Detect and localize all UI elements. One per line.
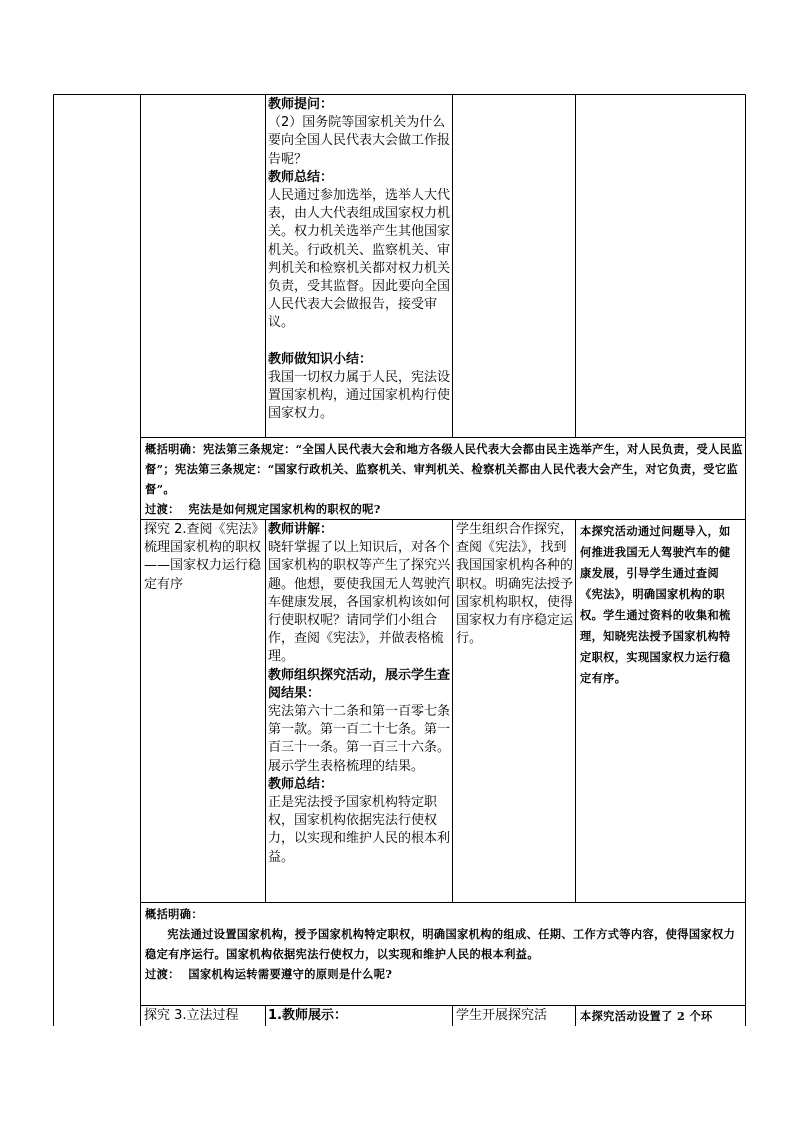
summary1-transition-label: 过渡： [145, 502, 180, 516]
summary2-transition-label: 过渡： [145, 967, 180, 981]
block1-teacher-activity [268, 96, 450, 436]
block1-summary-heading: 教师总结： [268, 169, 334, 185]
block1-summary-text: 人民通过参加选举，选举人大代表，由人大代表组成国家权力机关。权力机关选举产生其他国家机关。行政机关、监察机关、审判机关和检察机关都对权力机关负责，受其监督。因此要向全国人民代表大会做报告，接受审议。 [268, 188, 450, 331]
block3-intent-text: 本探究活动设置了 2 个环 [580, 1009, 713, 1023]
block3-topic-text: 探究 3.立法过程 [144, 1008, 239, 1023]
block1-question-text: （2）国务院等国家机关为什么要向全国人民代表大会做工作报告呢？ [268, 115, 450, 167]
block2-activity-text: 宪法第六十二条和第一百零七条第一款。第一百二十七条。第一百三十一条。第一百三十六条。展示学生表格梳理的结果。 [268, 704, 450, 774]
block2-summary-text: 正是宪法授予国家机构特定职权，国家机构依据宪法行使权力，以实现和维护人民的根本利益。 [268, 795, 450, 865]
block3-topic [144, 1007, 263, 1026]
block1-knowledge-text: 我国一切权力属于人民，宪法设置国家机构，通过国家机构行使国家权力。 [268, 369, 450, 422]
block2-topic [144, 521, 263, 901]
summary1-transition-text: 宪法是如何规定国家机构的职权的呢? [188, 502, 381, 516]
block3-teacher-text: 1.教师展示： [268, 1008, 347, 1023]
block2-student-activity [456, 521, 573, 901]
summary2-transition [145, 964, 743, 984]
summary2-cell [145, 904, 743, 1005]
summary2-label: 概括明确： [145, 907, 203, 921]
block3-student-text: 学生开展探究活 [456, 1008, 548, 1023]
block2-explain-heading: 教师讲解： [268, 522, 334, 537]
summary1-text: 宪法第三条规定：“全国人民代表大会和地方各级人民代表大会都由民主选举产生，对人民负责，受人民监督”；宪法第三条规定：“国家行政机关、监察机关、审判机关、检察机关都由人民代表大会产生，对它负责，受它监督”。 [145, 442, 743, 496]
block2-summary-heading: 教师总结： [268, 776, 334, 792]
block2-design-intent [580, 521, 742, 901]
summary1-body [145, 439, 743, 499]
summary2-transition-text: 国家机构运转需要遵守的原则是什么呢? [188, 967, 393, 981]
block2-topic-text: 探究 2.查阅《宪法》梳理国家机构的职权——国家权力运行稳定有序 [144, 522, 262, 592]
summary2-body: 宪法通过设置国家机构，授予国家机构特定职权，明确国家机构的组成、任期、工作方式等内容，使得国家权力稳定有序运行。国家机构依据宪法行使权力，以实现和维护人民的根本利益。 [145, 927, 736, 961]
block2-teacher-activity [268, 521, 450, 901]
block3-design-intent [580, 1006, 742, 1026]
summary1-transition [145, 499, 743, 519]
block2-student-text: 学生组织合作探究，查阅《宪法》，找到我国国家机构各种的职权。明确宪法授予国家机构职权，使得国家权力有序稳定运行。 [456, 522, 573, 647]
block3-student-activity [456, 1007, 573, 1026]
summary1-cell [145, 439, 743, 519]
block2-activity-heading: 教师组织探究活动，展示学生查阅结果： [268, 667, 450, 701]
summary1-label: 概括明确： [145, 442, 203, 456]
block2-explain-text: 晓轩掌握了以上知识后，对各个国家机构的职权等产生了探究兴趣。他想，要使我国无人驾驶汽车健康发展，各国家机构该如何行使职权呢？请同学们小组合作，查阅《宪法》，并做表格梳理。 [268, 540, 450, 665]
block3-teacher-activity [268, 1007, 450, 1026]
block1-spacer [268, 333, 450, 351]
block1-question-heading: 教师提问： [268, 97, 334, 112]
block1-knowledge-heading: 教师做知识小结： [268, 351, 373, 367]
block2-intent-text: 本探究活动通过问题导入，如何推进我国无人驾驶汽车的健康发展，引导学生通过查阅《宪法》，明确国家机构的职权。学生通过资料的收集和梳理，知晓宪法授予国家机构特定职权，实现国家权力运行稳定有序。 [580, 524, 731, 685]
